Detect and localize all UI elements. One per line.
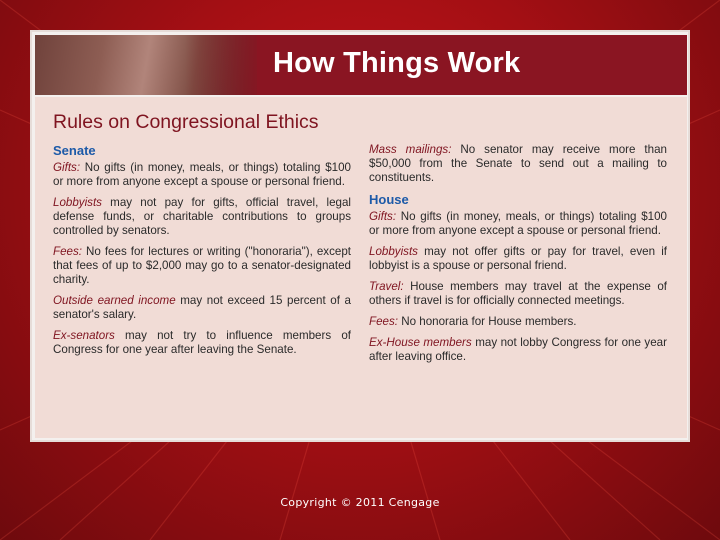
- senate-rule: Ex-senators may not try to influence members of Congress for one year after leaving the Senate.: [53, 329, 351, 356]
- house-rule: Lobbyists may not offer gifts or pay for travel, even if lobbyist is a spouse or personal friend.: [369, 245, 667, 272]
- senate-rule: Fees: No fees for lectures or writing ("honoraria"), except that fees of up to $2,000 may go to a senator-designated charity.: [53, 245, 351, 286]
- ethics-panel: [35, 97, 687, 438]
- house-heading: House: [369, 192, 409, 207]
- senate-rule: Mass mailings: No senator may receive more than $50,000 from the Senate to send out a mailing to constituents.: [369, 143, 667, 184]
- house-rule: Travel: House members may travel at the expense of others if travel is for officially connected meetings.: [369, 280, 667, 307]
- banner: [35, 35, 687, 95]
- panel-heading: Rules on Congressional Ethics: [53, 111, 319, 133]
- left-column: [53, 143, 351, 364]
- copyright-text: Copyright © 2011 Cengage: [280, 496, 440, 509]
- senate-rule: Gifts: No gifts (in money, meals, or things) totaling $100 or more from anyone except a spouse or personal friend.: [53, 161, 351, 188]
- house-rule: Ex-House members may not lobby Congress for one year after leaving office.: [369, 336, 667, 363]
- banner-title: How Things Work: [273, 47, 521, 79]
- house-rule: Gifts: No gifts (in money, meals, or things) totaling $100 or more from anyone except a spouse or personal friend.: [369, 210, 667, 237]
- senate-rule: Lobbyists may not pay for gifts, official travel, legal defense funds, or charitable contributions to groups controlled by senators.: [53, 196, 351, 237]
- slide-frame: [30, 30, 690, 442]
- house-rule: Fees: No honoraria for House members.: [369, 315, 577, 328]
- senate-rule: Outside earned income may not exceed 15 percent of a senator's salary.: [53, 294, 352, 321]
- banner-photo-fade: [185, 35, 265, 95]
- senate-heading: Senate: [53, 143, 96, 158]
- right-column: [369, 143, 667, 371]
